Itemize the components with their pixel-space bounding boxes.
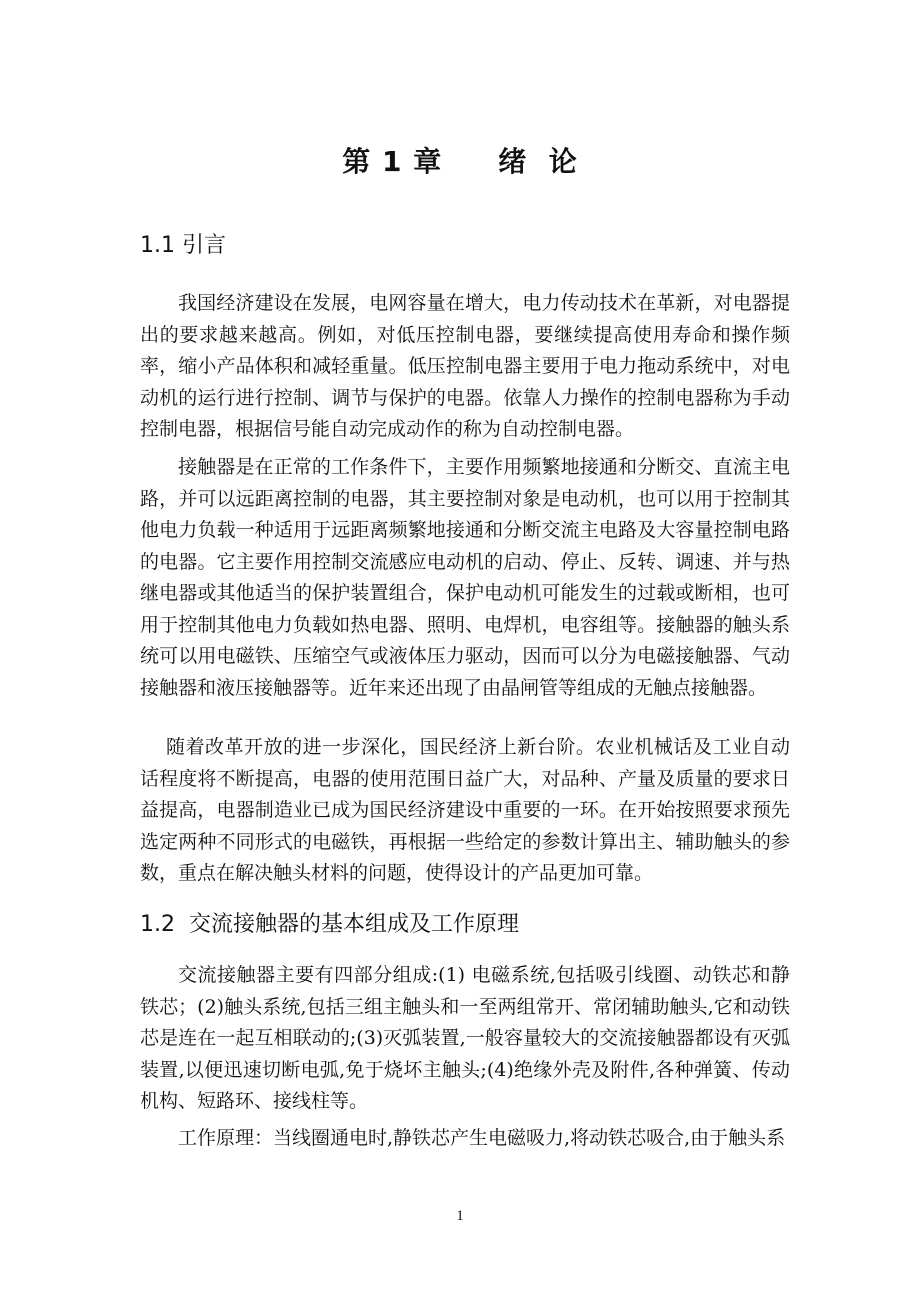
section-heading-1-1: 1.1 引言: [140, 233, 226, 258]
chapter-title: [0, 140, 920, 180]
paragraph-intro-1: 我国经济建设在发展，电网容量在增大，电力传动技术在革新，对电器提出的要求越来越高。例如，对低压控制电器，要继续提高使用寿命和操作频率，缩小产品体积和减轻重量。低压控制电器主要用于电力拖动系统中，对电动机的运行进行控制、调节与保护的电器。依靠人力操作的控制电器称为手动控制电器，根据信号能自动完成动作的称为自动控制电器。: [140, 292, 790, 440]
paragraph-components: 交流接触器主要有四部分组成:(1) 电磁系统,包括吸引线圈、动铁芯和静铁芯；(2)触头系统,包括三组主触头和一至两组常开、常闭辅助触头,它和动铁芯是连在一起互相联动的;(3)灭弧装置,一般容量较大的交流接触器都设有灭弧装置,以便迅速切断电弧,免于烧坏主触头;(4)绝缘外壳及附件,各种弹簧、传动机构、短路环、接线柱等。: [140, 964, 790, 1112]
paragraph-working-principle: 工作原理：当线圈通电时,静铁芯产生电磁吸力,将动铁芯吸合,由于触头系: [178, 1127, 786, 1149]
paragraph-intro-2: 接触器是在正常的工作条件下，主要作用频繁地接通和分断交、直流主电路，并可以远距离控制的电器，其主要控制对象是电动机，也可以用于控制其他电力负载一种适用于远距离频繁地接通和分断交流主电路及大容量控制电路的电器。它主要作用控制交流感应电动机的启动、停止、反转、调速、并与热继电器或其他适当的保护装置组合，保护电动机可能发生的过载或断相，也可用于控制其他电力负载如热电器、照明、电焊机，电容组等。接触器的触头系统可以用电磁铁、压缩空气或液体压力驱动，因而可以分为电磁接触器、气动接触器和液压接触器等。近年来还出现了由晶闸管等组成的无触点接触器。: [140, 456, 790, 699]
section-heading-1-2: 1.2 交流接触器的基本组成及工作原理: [140, 912, 519, 937]
chapter-number: 第 1 章: [342, 145, 443, 178]
chapter-title-text: 绪 论: [498, 145, 578, 178]
paragraph-intro-3: 随着改革开放的进一步深化，国民经济上新台阶。农业机械话及工业自动话程度将不断提高，电器的使用范围日益广大，对品种、产量及质量的要求日益提高，电器制造业已成为国民经济建设中重要的一环。在开始按照要求预先选定两种不同形式的电磁铁，再根据一些给定的参数计算出主、辅助触头的参数，重点在解决触头材料的问题，使得设计的产品更加可靠。: [140, 736, 790, 884]
page-number: 1: [456, 1208, 464, 1224]
